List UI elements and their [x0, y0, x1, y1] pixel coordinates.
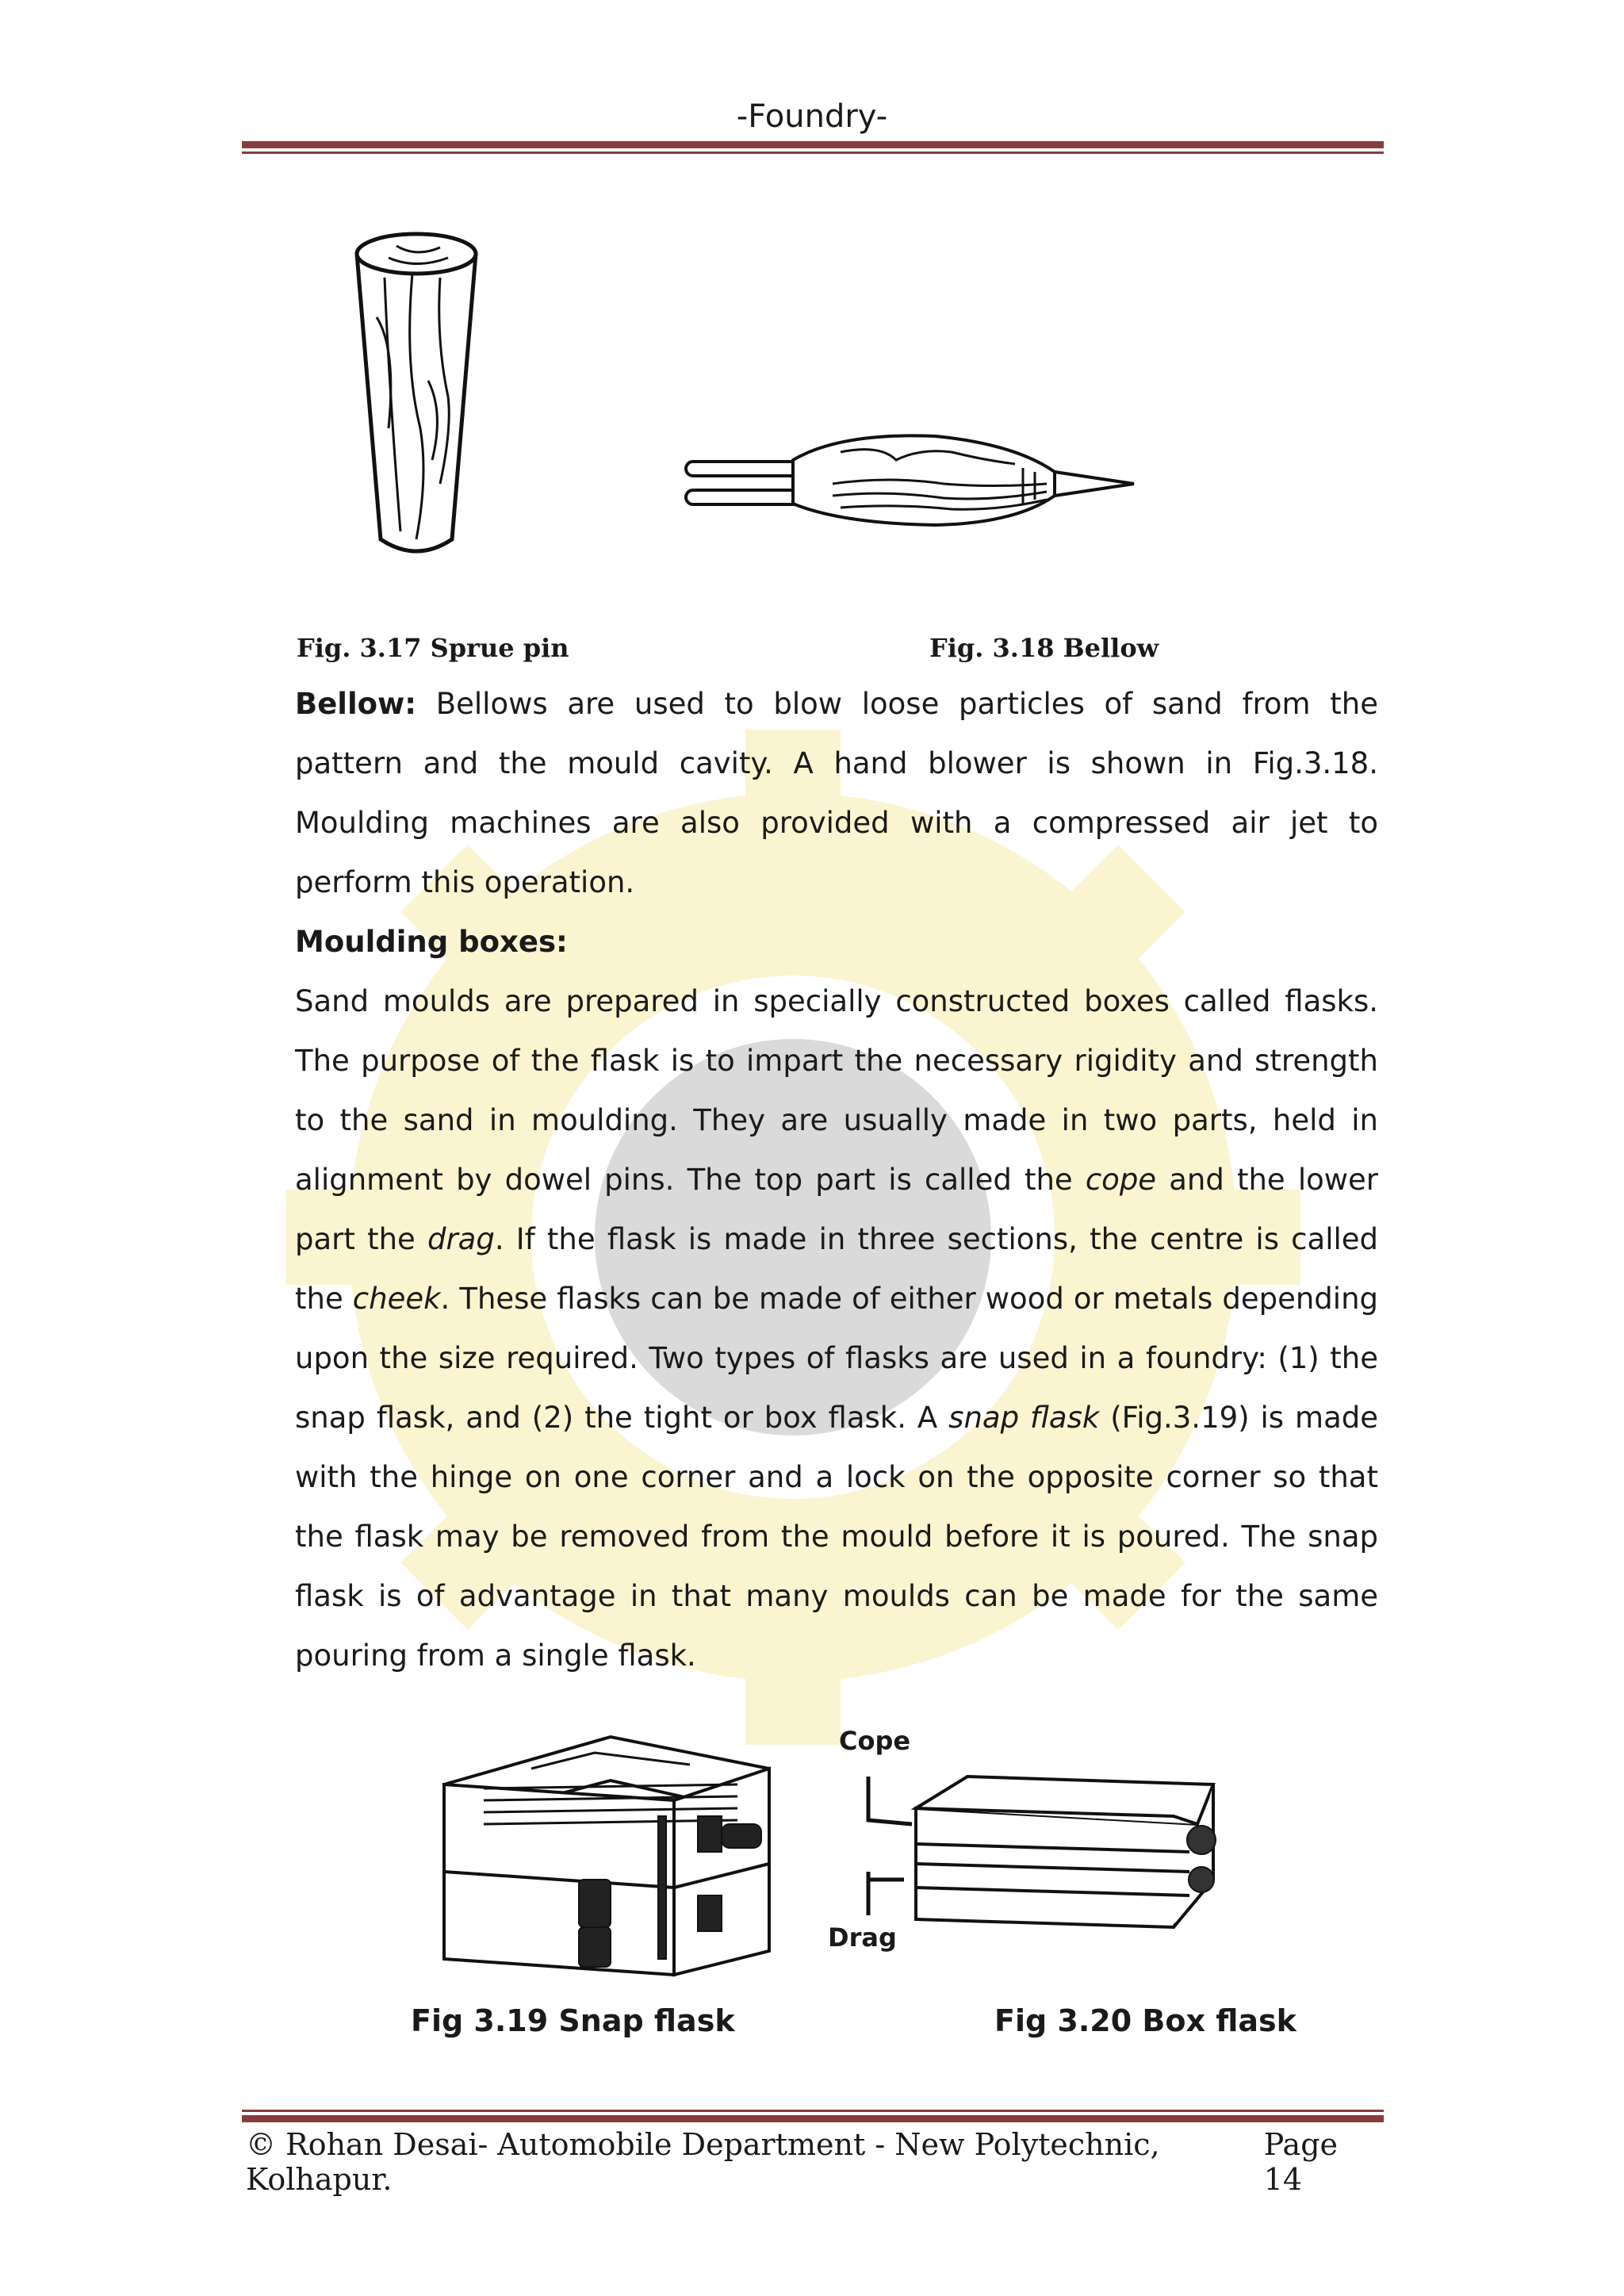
bellow-description: Bellows are used to blow loose particles of sand from the pattern and the mould cavity. A hand blower is shown in Fig.3.18. Moulding machines are also provided with a compressed air jet to perform this operation. [295, 687, 1378, 899]
term-cheek: cheek [352, 1282, 441, 1316]
moulding-boxes-heading: Moulding boxes: [295, 925, 568, 959]
fig-3-19-caption: Fig 3.19 Snap flask [411, 2003, 735, 2038]
term-snap-flask: snap flask [948, 1401, 1100, 1435]
moulding-boxes-paragraph [295, 972, 1378, 1685]
fig-3-18-caption: Fig. 3.18 Bellow [929, 633, 1159, 663]
bellow-paragraph [295, 674, 1378, 912]
page-header-title: -Foundry- [736, 98, 888, 135]
bellow-illustration [682, 428, 1142, 531]
sprue-pin-illustration [341, 222, 500, 563]
page-number: Page 14 [1263, 2127, 1339, 2197]
header-rule [242, 141, 1384, 154]
snap-flask-illustration [436, 1721, 833, 1983]
moulding-text-4: . These flasks can be made of either wood or metals depending upon the size required. Two types of flasks are used in a foundry: (1) the snap flask, and (2) the tight or box flask. A [295, 1282, 1379, 1435]
fig-3-20-caption: Fig 3.20 Box flask [994, 2003, 1297, 2038]
cope-label: Cope [839, 1726, 911, 1756]
box-flask-illustration [841, 1761, 1237, 1943]
moulding-text-1: Sand moulds are prepared in specially constructed boxes called flasks. The purpose of the flask is to impart the necessary rigidity and strength to the sand in moulding. They are usually made in two parts, held in alignment by dowel pins. The top part is called the [295, 984, 1378, 1197]
body-text [295, 674, 1378, 1685]
bellow-term: Bellow: [295, 687, 417, 721]
footer-credit: © Rohan Desai- Automobile Department - New Polytechnic, Kolhapur. [246, 2127, 1160, 2197]
term-cope: cope [1085, 1163, 1157, 1197]
term-drag: drag [427, 1222, 495, 1256]
fig-3-17-caption: Fig. 3.17 Sprue pin [297, 633, 569, 663]
moulding-text-3: . If the flask is made in three sections, the centre is called the [295, 1222, 1378, 1316]
drag-label: Drag [828, 1922, 897, 1953]
footer-rule [242, 2110, 1384, 2122]
moulding-text-2: and the lower part the [295, 1163, 1378, 1256]
moulding-text-5: (Fig.3.19) is made with the hinge on one corner and a lock on the opposite corner so that the flask may be removed from the mould before it is poured. The snap flask is of advantage in that many moulds can be made for the same pouring from a single flask. [295, 1401, 1378, 1673]
page-footer [246, 2127, 1380, 2197]
